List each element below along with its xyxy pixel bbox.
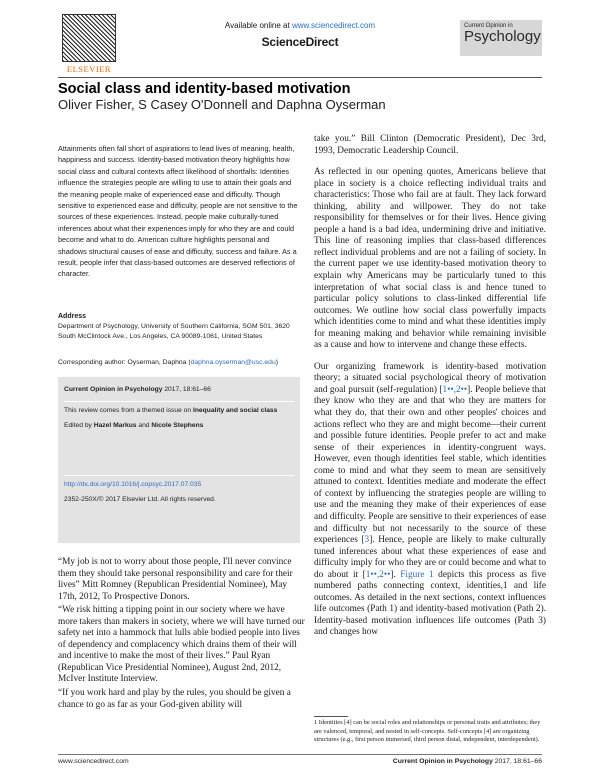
info-edited-prefix: Edited by (64, 422, 94, 430)
footnote-rule (314, 716, 348, 717)
address-text: Department of Psychology, University of Southern California, SGM 501, 3620 South McClintock Ave., Los Angeles, CA 90089-1061, United States (58, 323, 290, 340)
info-journal (64, 385, 294, 395)
available-prefix: Available online at (224, 21, 292, 30)
info-issue (64, 406, 294, 416)
available-online (200, 21, 400, 30)
framework-text-b: ]. People believe that they know who they are and that who they are matters for what they do, that their own and other peoples' choices and actions reflect who they are and might become—their current and possible future identities. People prefer to act and make sense of their experiences in identity-congruent ways. However, even though identities feel stable, which identities come to mind and what they seem to mean are sensitively attuned to context. Identities mediate and moderate the effect of context by influencing the strategies people are willing to use and the meaning they make of their experiences of ease and difficulty. People are sensitive to their experiences of ease and difficulty but not necessarily to the source of these experiences [ (314, 384, 546, 546)
journal-line2: Psychology (464, 28, 541, 45)
info-issue-topic: Inequality and social class (192, 406, 278, 414)
abstract: Attainments often fall short of aspirations to lead lives of meaning, health, happiness and success. Identity-based motivation theory highlights how social class and cultural contexts affect likelihood of shortfalls: Identities influence the strategies people are willing to use to attain their goals and the meaning people make of experienced ease and difficulty. Though sensitive to experienced ease and difficulty, people are not sensitive to the sources of these experiences. Instead, people make culturally-tuned inferences about what their experiences imply for who they are and could become and what to do. American culture highlights personal and shadows structural causes of ease and difficulty, success and failure. As a result, people infer that class-based outcomes are deserved reflections of character. (58, 144, 298, 279)
footer-journal-issue: 2017, 18:61–66 (492, 758, 542, 765)
quote-clinton: “If you work hard and play by the rules, you should be given a chance to go as far as your God-given ability will (58, 688, 291, 710)
opening-quotes (58, 557, 306, 713)
sciencedirect-link[interactable]: www.sciencedirect.com (291, 21, 376, 30)
footer-rule (58, 754, 542, 755)
footer-journal (370, 758, 542, 765)
corresponding-author (58, 359, 298, 366)
framework-text-c: ]. Hence, people are likely to make culturally tuned inferences about what these experiences of ease and difficulty imply for who they are or could become and what to do about it [ (314, 535, 546, 580)
corresponding-email[interactable]: daphna.oyserman@usc.edu (190, 359, 276, 366)
quote-clinton-end: take you.” Bill Clinton (Democratic President), Dec 3rd, 1993, Democratic Leadership Council. (314, 134, 546, 156)
corresponding-suffix: ) (275, 359, 278, 366)
journal-line1: Current Opinion in (464, 23, 513, 29)
article-title: Social class and identity-based motivation (58, 81, 351, 97)
quote-ryan: “We risk hitting a tipping point in our society where we have more takers than makers in society, where we will have turned our safety net into a hammock that lulls able bodied people into lives of dependency and complacency which drains them of their will and incentive to make the most of their lives.” Paul Ryan (Republican Vice Presidential Nominee), August 2nd, 2012, McIver Institute Interview. (58, 605, 305, 685)
elsevier-tree-icon (62, 14, 116, 62)
info-spacer (64, 437, 294, 471)
info-separator (64, 401, 294, 402)
quote-romney: “My job is not to worry about those people, I'll never convince them they should take personal responsibility and care for their lives” Mitt Romney (Republican Presidential Nominee), May 17th, 2012, To Prospective Donors. (58, 557, 293, 602)
elsevier-logo (58, 14, 120, 82)
corresponding-prefix: Corresponding author: Oyserman, Daphna ( (58, 359, 191, 366)
journal-badge (460, 20, 542, 56)
info-doi-link[interactable]: http://dx.doi.org/10.1016/j.copsyc.2017.07.035 (64, 480, 202, 488)
footer-journal-name: Current Opinion in Psychology (392, 758, 493, 765)
right-column-body (314, 134, 546, 649)
info-separator-2 (64, 475, 294, 476)
ref-link[interactable]: 1••,2•• (442, 384, 468, 395)
footnote: 1 Identities [4] can be social roles and relationships or personal traits and attributes; they are valenced, temporal, and nested in self-concepts. Self-concepts [4] are organizing structures (e.g., first person immersed, third person distal, independent, interdependent). (314, 719, 541, 743)
info-editors (64, 421, 294, 431)
address-heading: Address (58, 313, 87, 320)
footer-site: www.sciencedirect.com (58, 758, 129, 765)
figure-link[interactable]: Figure 1 (400, 569, 434, 580)
info-edited-and: and (136, 422, 152, 430)
ref-link[interactable]: 1••,2•• (365, 569, 391, 580)
publisher-name: ELSEVIER (66, 64, 112, 74)
header-rule (58, 77, 542, 78)
framework-text-e: depicts this process as five numbered paths connecting context, identities,1 and life outcomes. As detailed in the next sections, context influences life outcomes (Path 1) and identity-based motivation (Path 2). Identity-based motivation influences life outcomes (Path 3) and changes how (314, 569, 547, 638)
article-authors: Oliver Fisher, S Casey O'Donnell and Daphna Oyserman (58, 97, 386, 112)
framework-text-a: Our organizing framework is identity-based motivation theory; a situated social psychological theory of motivation and goal pursuit (self-regulation) [ (314, 361, 546, 395)
framework-paragraph (314, 362, 546, 639)
intro-paragraph: As reflected in our opening quotes, Americans believe that place in society is a choice reflecting individual traits and characteristics: Those who fail are at fault. They lack forward thinking, ability and willpower. They do not take responsibility for themselves or for their lives. Hence giving people a hand is a bad idea, undermining drive and initiative. This line of reasoning implies that class-based differences reflect individual problems and are not a failing of society. In the current paper we use identity-based motivation theory to explain why Americans may be particularly tuned to this interpretation of what social class is and hence tuned to particular policy solutions to class-linked differential life outcomes. We outline how social class powerfully impacts which identities come to mind and what these identities imply for meaning making and behavior while remaining invisible as a cause and how to intervene and change these effects. (314, 167, 546, 351)
info-issue-prefix: This review comes from a themed issue on (64, 406, 193, 414)
info-copyright: 2352-250X/© 2017 Elsevier Ltd. All rights reserved. (64, 496, 216, 504)
info-editor2: Nicole Stephens (151, 422, 204, 430)
ref-link[interactable]: 3 (364, 535, 370, 546)
info-journal-name: Current Opinion in Psychology (64, 386, 163, 393)
article-info-box (58, 377, 300, 543)
sciencedirect-wordmark: ScienceDirect (261, 35, 339, 49)
framework-text-d: ]. (390, 569, 401, 580)
info-editor1: Hazel Markus (93, 422, 137, 430)
info-journal-issue: 2017, 18:61–66 (162, 386, 211, 393)
